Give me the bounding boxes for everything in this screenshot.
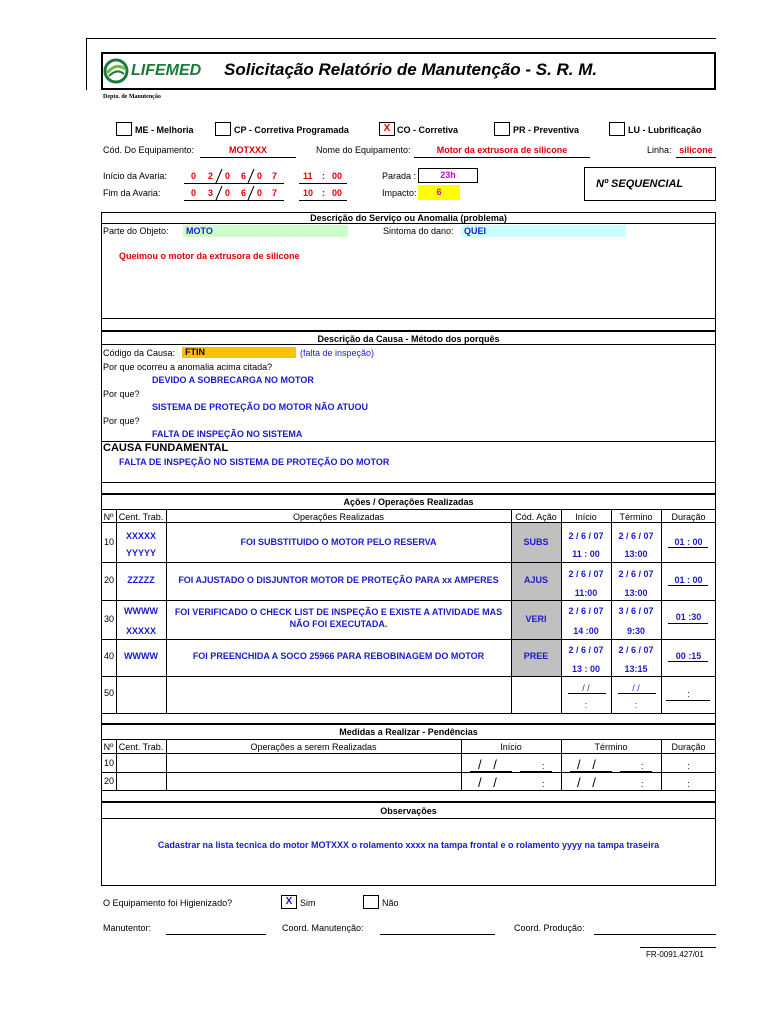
dur-underline <box>668 585 708 586</box>
table-row-start-date[interactable]: 2 / 6 / 07 <box>568 569 604 579</box>
symptom-value[interactable]: QUEI <box>461 225 626 237</box>
failure-end-digit: 0 <box>225 188 231 198</box>
type-checkbox-lu[interactable] <box>609 122 625 136</box>
table-row-start-date[interactable]: / / <box>582 683 590 693</box>
maintainer-signature-line[interactable] <box>166 934 266 935</box>
table-row-end-date[interactable]: 2 / 6 / 07 <box>618 531 654 541</box>
why-answer-2[interactable]: SISTEMA DE PROTEÇÃO DO MOTOR NÃO ATUOU <box>152 402 369 412</box>
type-label-lu: LU - Lubrificação <box>628 125 702 135</box>
table-row-num: 50 <box>104 688 115 698</box>
pending-row-rule <box>101 790 716 791</box>
pending-row-end-date[interactable]: / / <box>577 775 600 790</box>
failure-end-digit: 0 <box>257 188 263 198</box>
table-row-op[interactable]: FOI PREENCHIDA A SOCO 25966 PARA REBOBINAGEM DO MOTOR <box>192 651 485 661</box>
table-row-end-time[interactable]: 9:30 <box>626 626 645 636</box>
failure-end-digit: 7 <box>272 188 278 198</box>
pending-underline <box>620 771 652 772</box>
table-row-end-date[interactable]: / / <box>632 683 640 693</box>
failure-start-digit: 0 <box>191 171 197 181</box>
table-row-end-time[interactable]: 13:00 <box>624 588 648 598</box>
service-bottom-rule <box>101 318 716 319</box>
table-row-start-time[interactable]: 11:00 <box>574 588 598 598</box>
failure-end-min[interactable]: 00 <box>332 188 343 198</box>
actions-row-rule <box>101 713 716 714</box>
coord-maint-signature-line[interactable] <box>380 934 495 935</box>
dur-underline <box>666 700 710 701</box>
table-row-start-date[interactable]: 2 / 6 / 07 <box>568 531 604 541</box>
object-value[interactable]: MOTO <box>183 225 348 237</box>
hygiene-no-checkbox[interactable] <box>363 895 379 909</box>
actions-header: Ações / Operações Realizadas <box>343 497 474 507</box>
pending-row-end-time[interactable]: : <box>641 761 644 771</box>
table-row-cent1[interactable]: XXXXX <box>125 531 156 541</box>
failure-end-digit: 0 <box>191 188 197 198</box>
table-row-start-time[interactable]: 14 :00 <box>573 626 599 636</box>
pending-col-cent: Cent. Trab. <box>118 742 164 752</box>
table-row-start-time[interactable]: 13 : 00 <box>571 664 601 674</box>
coord-prod-label: Coord. Produção: <box>514 923 585 933</box>
table-row-end-time[interactable]: 13:00 <box>624 549 648 559</box>
pending-underline <box>520 771 552 772</box>
footer-rule <box>640 947 716 948</box>
why-question-1: Por que ocorreu a anomalia acima citada? <box>103 362 273 372</box>
table-row-op[interactable]: FOI VERIFICADO O CHECK LIST DE INSPEÇÃO E EXISTE A ATIVIDADE MAS NÃO FOI EXECUTADA. <box>174 607 503 629</box>
pending-underline <box>470 771 512 772</box>
cause-bottom-rule <box>101 482 716 483</box>
type-checkbox-me[interactable] <box>116 122 132 136</box>
type-checkbox-cp[interactable] <box>215 122 231 136</box>
pending-col-num: Nº <box>103 742 114 752</box>
pending-row-start-date[interactable]: / / <box>478 775 501 790</box>
pending-row-rule <box>101 772 716 773</box>
logo-text: LIFEMED <box>131 62 202 79</box>
why-answer-1[interactable]: DEVIDO A SOBRECARGA NO MOTOR <box>152 375 314 385</box>
equip-code-label: Cód. Do Equipamento: <box>103 145 195 155</box>
table-row-dur[interactable]: 01 : 00 <box>674 537 703 547</box>
date-underline <box>618 693 656 694</box>
col-end: Término <box>619 512 653 522</box>
hygiene-yes-label: Sim <box>300 898 316 908</box>
service-header-rule <box>101 223 716 224</box>
actions-colhead-rule <box>101 522 716 523</box>
observations-text[interactable]: Cadastrar na lista tecnica do motor MOTXXX o rolamento xxxx na tampa frontal e o rolamento yyyy na tampa traseira <box>157 840 660 850</box>
col-dur: Duração <box>671 512 706 522</box>
cause-code-label: Código da Causa: <box>103 348 176 358</box>
type-label-pr: PR - Preventiva <box>513 125 580 135</box>
failure-start-label: Início da Avaria: <box>103 171 167 181</box>
table-row-code[interactable]: AJUS <box>523 575 548 585</box>
coord-maint-label: Coord. Manutenção: <box>282 923 364 933</box>
table-row-start-date[interactable]: 2 / 6 / 07 <box>568 606 604 616</box>
pending-col-end: Término <box>594 742 628 752</box>
object-label: Parte do Objeto: <box>103 226 169 236</box>
table-row-dur[interactable]: 00 :15 <box>675 651 702 661</box>
equip-line-label: Linha: <box>647 145 672 155</box>
failure-start-time-underline <box>299 183 347 184</box>
failure-end-sep: : <box>322 188 325 198</box>
pending-row-start-time[interactable]: : <box>542 779 545 789</box>
equip-code-underline <box>200 157 296 158</box>
equip-line-underline <box>676 157 716 158</box>
actions-row-rule <box>101 676 716 677</box>
cause-header-rule <box>101 344 716 345</box>
table-row-end-time[interactable]: 13:15 <box>624 664 648 674</box>
actions-row-rule <box>101 562 716 563</box>
failure-start-digit: 6 <box>241 171 247 181</box>
failure-end-underline <box>184 200 284 201</box>
root-cause-value[interactable]: FALTA DE INSPEÇÃO NO SISTEMA DE PROTEÇÃO DO MOTOR <box>119 457 390 467</box>
table-row-start-time[interactable]: : <box>584 700 588 710</box>
failure-end-time-underline <box>299 200 347 201</box>
table-row-code[interactable]: VERI <box>525 614 547 624</box>
page-title: Solicitação Relatório de Manutenção - S. R. M. <box>224 60 598 79</box>
stop-value[interactable]: 23h <box>418 168 478 183</box>
table-row-cent2[interactable]: XXXXX <box>125 626 156 636</box>
top-rule <box>86 38 716 39</box>
failure-start-digit: 2 <box>208 171 214 181</box>
pending-row-num: 10 <box>104 758 115 768</box>
table-row-end-date[interactable]: 3 / 6 / 07 <box>618 606 654 616</box>
equip-name-label: Nome do Equipamento: <box>316 145 411 155</box>
lifemed-logo-icon <box>103 58 129 84</box>
impact-value[interactable]: 6 <box>418 185 460 200</box>
failure-start-digit: 0 <box>225 171 231 181</box>
observations-header: Observações <box>380 806 437 816</box>
left-rule <box>86 38 87 90</box>
failure-start-sep: : <box>322 171 325 181</box>
service-header: Descrição do Serviço ou Anomalia (problema) <box>310 213 507 223</box>
table-row-end-date[interactable]: 2 / 6 / 07 <box>618 645 654 655</box>
date-slashes-icon <box>184 185 284 201</box>
pending-header-rule <box>101 739 716 740</box>
pending-row-start-date[interactable]: / / <box>478 757 501 772</box>
hygiene-no-label: Não <box>382 898 399 908</box>
table-row-num: 40 <box>104 651 115 661</box>
table-row-cent1[interactable]: ZZZZZ <box>127 575 155 585</box>
col-ops: Operações Realizadas <box>292 512 385 522</box>
why-question-3: Por que? <box>103 416 140 426</box>
lifemed-logo <box>103 58 129 84</box>
pending-colhead-rule <box>101 753 716 754</box>
pending-row-dur[interactable]: : <box>687 761 690 771</box>
table-row-code[interactable]: PREE <box>523 651 549 661</box>
pending-underline <box>570 771 612 772</box>
table-row-start-date[interactable]: 2 / 6 / 07 <box>568 645 604 655</box>
service-description[interactable]: Queimou o motor da extrusora de silicone <box>119 251 300 261</box>
dept-label: Depto. de Manutenção <box>103 94 161 100</box>
table-row-end-date[interactable]: 2 / 6 / 07 <box>618 569 654 579</box>
pending-header: Medidas a Realizar - Pendências <box>339 727 478 737</box>
stop-label: Parada : <box>382 171 417 181</box>
coord-prod-signature-line[interactable] <box>594 934 716 935</box>
col-num: Nº <box>103 512 114 522</box>
root-cause-label: CAUSA FUNDAMENTAL <box>103 442 229 454</box>
pending-row-end-time[interactable]: : <box>641 779 644 789</box>
failure-start-hour[interactable]: 11 <box>303 171 313 181</box>
observations-header-rule <box>101 818 716 819</box>
failure-start-min[interactable]: 00 <box>332 171 343 181</box>
date-underline <box>568 693 606 694</box>
equip-code-value[interactable]: MOTXXX <box>228 145 267 155</box>
hygiene-label: O Equipamento foi Higienizado? <box>103 898 233 908</box>
table-row-cent1[interactable]: WWWW <box>124 651 158 661</box>
failure-end-digit: 6 <box>241 188 247 198</box>
maintainer-label: Manutentor: <box>103 923 152 933</box>
impact-label: Impacto: <box>382 188 417 198</box>
table-row-num: 30 <box>104 614 115 624</box>
col-start: Início <box>575 512 597 522</box>
failure-start-underline <box>184 183 284 184</box>
actions-col-rule <box>166 509 167 713</box>
failure-end-date[interactable] <box>184 186 284 200</box>
cause-header: Descrição da Causa - Método dos porquês <box>317 334 500 344</box>
table-row-dur[interactable]: : <box>687 689 690 699</box>
table-row-op[interactable]: FOI SUBSTITUIDO O MOTOR PELO RESERVA <box>240 537 437 547</box>
failure-end-hour[interactable]: 10 <box>303 188 314 198</box>
cause-code-desc: (falta de inspeção) <box>300 348 375 358</box>
actions-row-rule <box>101 600 716 601</box>
hygiene-yes-checkbox[interactable]: X <box>281 895 297 909</box>
pending-col-ops: Operações a serem Realizadas <box>250 742 377 752</box>
pending-col-dur: Duração <box>671 742 706 752</box>
equip-name-underline <box>414 157 590 158</box>
failure-start-digit: 0 <box>257 171 263 181</box>
equip-line-value[interactable]: silicone <box>679 145 713 155</box>
sequence-label: Nº SEQUENCIAL <box>596 178 684 190</box>
table-row-dur[interactable]: 01 :30 <box>675 612 702 622</box>
date-slashes-icon <box>184 168 284 184</box>
pending-row-dur[interactable]: : <box>687 779 690 789</box>
dur-underline <box>668 547 708 548</box>
actions-row-rule <box>101 639 716 640</box>
table-row-cent2[interactable]: YYYYY <box>125 548 156 558</box>
table-row-end-time[interactable]: : <box>634 700 638 710</box>
type-label-cp: CP - Corretiva Programada <box>234 125 349 135</box>
table-row-num: 20 <box>104 575 115 585</box>
type-checkbox-pr[interactable] <box>494 122 510 136</box>
pending-col-start: Início <box>500 742 522 752</box>
pending-row-start-time[interactable]: : <box>542 761 545 771</box>
dur-underline <box>668 623 708 624</box>
failure-end-label: Fim da Avaria: <box>103 188 161 198</box>
failure-start-digit: 7 <box>272 171 278 181</box>
type-label-me: ME - Melhoria <box>135 125 194 135</box>
actions-header-rule <box>101 509 716 510</box>
col-code: Cód. Ação <box>515 512 557 522</box>
pending-row-num: 20 <box>104 776 115 786</box>
table-row-code[interactable]: SUBS <box>523 537 549 547</box>
table-row-dur[interactable]: 01 : 00 <box>674 575 703 585</box>
failure-start-date[interactable] <box>184 169 284 183</box>
type-label-co: CO - Corretiva <box>397 125 459 135</box>
cause-code-value[interactable]: FTIN <box>182 347 296 358</box>
symptom-label: Sintoma do dano: <box>383 226 454 236</box>
form-code: FR-0091.427/01 <box>646 950 704 959</box>
equip-name-value[interactable]: Motor da extrusora de silicone <box>436 145 568 155</box>
col-cent: Cent. Trab. <box>118 512 164 522</box>
dur-underline <box>668 661 708 662</box>
table-row-start-time[interactable]: 11 : 00 <box>572 549 600 559</box>
failure-end-digit: 3 <box>208 188 214 198</box>
table-row-num: 10 <box>104 537 115 547</box>
type-checkbox-co[interactable]: X <box>379 122 395 136</box>
table-row-cent1[interactable]: WWWW <box>124 606 158 616</box>
table-row-op[interactable]: FOI AJUSTADO O DISJUNTOR MOTOR DE PROTEÇÃO PARA xx AMPERES <box>178 575 499 585</box>
pending-row-end-date[interactable]: / / <box>577 757 600 772</box>
why-question-2: Por que? <box>103 389 140 399</box>
why-answer-3[interactable]: FALTA DE INSPEÇÃO NO SISTEMA <box>152 429 303 439</box>
